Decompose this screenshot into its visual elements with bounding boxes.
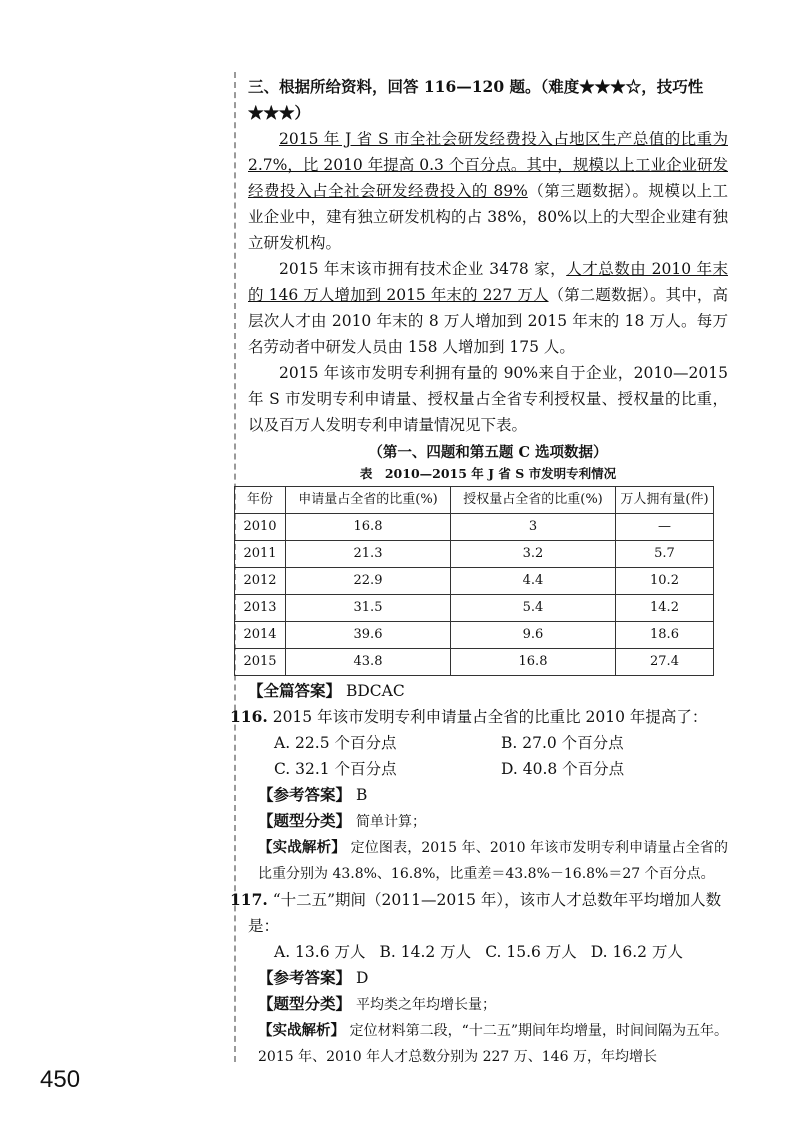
type-label: 【题型分类】	[258, 811, 352, 830]
answer-line	[248, 782, 728, 808]
material-paragraph-3: 2015 年该市发明专利拥有量的 90%来自于企业，2010—2015 年 S 市发明专利申请量、授权量占全省专利授权量、授权量的比重，以及百万人发明专利申请量情况见下表。	[248, 364, 728, 434]
all-answers-line	[248, 678, 728, 704]
table-header-cell: 年份	[235, 487, 286, 514]
material-paragraph-2	[248, 256, 728, 360]
table-cell: 3	[451, 514, 616, 541]
material-p2-a: 2015 年末该市拥有技术企业 3478 家，	[279, 260, 567, 278]
table-cell: 10.2	[616, 568, 714, 595]
analysis-block	[248, 835, 728, 887]
table-cell: 2012	[235, 568, 286, 595]
table-header-cell: 申请量占全省的比重(%)	[286, 487, 451, 514]
table-row	[235, 649, 714, 676]
analysis-text: 定位图表，2015 年、2010 年该市发明专利申请量占全省的比重分别为 43.8%、16.8%，比重差＝43.8%－16.8%＝27 个百分点。	[258, 840, 728, 882]
table-cell: 43.8	[286, 649, 451, 676]
option-b: B. 27.0 个百分点	[501, 734, 624, 752]
answer-label: 【参考答案】	[258, 968, 352, 987]
patent-table	[234, 486, 714, 676]
analysis-label: 【实战解析】	[258, 1022, 346, 1039]
option-c: C. 15.6 万人	[485, 943, 577, 961]
table-cell: 2010	[235, 514, 286, 541]
question-116-options	[248, 730, 728, 782]
option-b: B. 14.2 万人	[379, 943, 472, 961]
table-caption-note: （第一、四题和第五题 C 选项数据）	[368, 444, 608, 461]
table-cell: 2011	[235, 541, 286, 568]
answer-label: 【参考答案】	[258, 785, 352, 804]
question-117-options	[248, 939, 728, 965]
material-p2-underlined: 人才总数由 2010 年末的 146 万人增加到 2015 年末的 227 万人	[248, 260, 728, 304]
table-cell: 21.3	[286, 541, 451, 568]
option-a: A. 13.6 万人	[274, 943, 366, 961]
material-paragraph-1	[248, 126, 728, 256]
table-row	[235, 568, 714, 595]
table-row	[235, 514, 714, 541]
answer-value: D	[355, 969, 369, 987]
table-header-row	[235, 487, 714, 514]
table-cell: 39.6	[286, 622, 451, 649]
material-p1-note: （第三题数据）	[527, 182, 633, 200]
table-cell: 2015	[235, 649, 286, 676]
table-header-cell: 万人拥有量(件)	[616, 487, 714, 514]
material-p1-rest: 。规模以上工业企业中，建有独立研发机构的占 38%，80%以上的大型企业建有独立研发机构。	[248, 182, 728, 252]
table-header-cell: 授权量占全省的比重(%)	[451, 487, 616, 514]
answer-value: B	[355, 786, 368, 804]
all-answers-label: 【全篇答案】	[248, 681, 342, 700]
type-line	[248, 991, 728, 1018]
type-line	[248, 808, 728, 835]
table-row	[235, 595, 714, 622]
analysis-label: 【实战解析】	[258, 839, 346, 856]
question-number: 116.	[230, 707, 268, 726]
question-117	[230, 887, 728, 939]
page-number: 450	[40, 1066, 81, 1093]
table-cell: 14.2	[616, 595, 714, 622]
material-p1-underlined: 2015 年 J 省 S 市全社会研发经费投入占地区生产总值的比重为 2.7%，比 2010 年提高 0.3 个百分点。其中，规模以上工业企业研发经费投入占全社会研发经费投入的 89%	[248, 130, 728, 200]
option-d: D. 16.2 万人	[590, 943, 683, 961]
table-row	[235, 541, 714, 568]
table-cell: 16.8	[451, 649, 616, 676]
option-c: C. 32.1 个百分点	[274, 760, 397, 778]
table-cell: 18.6	[616, 622, 714, 649]
table-caption-title: 表 2010—2015 年 J 省 S 市发明专利情况	[359, 466, 617, 481]
table-cell: 2014	[235, 622, 286, 649]
table-cell: 4.4	[451, 568, 616, 595]
question-116	[230, 704, 728, 730]
table-row	[235, 622, 714, 649]
table-cell: 27.4	[616, 649, 714, 676]
analysis-block	[248, 1018, 728, 1070]
option-d: D. 40.8 个百分点	[501, 760, 625, 778]
answer-line	[248, 965, 728, 991]
type-value: 简单计算；	[355, 814, 426, 830]
material-p2-note: （第二题数据）	[548, 286, 651, 304]
table-cell: 5.7	[616, 541, 714, 568]
option-a: A. 22.5 个百分点	[274, 734, 397, 752]
page-content	[230, 74, 729, 1070]
section-heading: 三、根据所给资料，回答 116—120 题。（难度★★★☆，技巧性★★★）	[248, 77, 704, 122]
table-cell: 2013	[235, 595, 286, 622]
table-cell: 22.9	[286, 568, 451, 595]
analysis-text: 定位材料第二段，“十二五”期间年均增量，时间间隔为五年。2015 年、2010 年人才总数分别为 227 万、146 万，年均增长	[258, 1023, 729, 1065]
table-cell: —	[616, 514, 714, 541]
table-cell: 16.8	[286, 514, 451, 541]
question-stem: “十二五”期间（2011—2015 年），该市人才总数年平均增加人数是：	[248, 891, 722, 935]
table-cell: 5.4	[451, 595, 616, 622]
type-value: 平均类之年均增长量；	[355, 997, 496, 1013]
question-number: 117.	[230, 890, 268, 909]
all-answers-value: BDCAC	[345, 682, 405, 700]
question-stem: 2015 年该市发明专利申请量占全省的比重比 2010 年提高了：	[272, 708, 708, 726]
type-label: 【题型分类】	[258, 994, 352, 1013]
table-cell: 3.2	[451, 541, 616, 568]
table-cell: 9.6	[451, 622, 616, 649]
table-cell: 31.5	[286, 595, 451, 622]
material-p2-rest: 。其中，高层次人才由 2010 年末的 8 万人增加到 2015 年末的 18 万人。每万名劳动者中研发人员由 158 人增加到 175 人。	[248, 286, 728, 356]
